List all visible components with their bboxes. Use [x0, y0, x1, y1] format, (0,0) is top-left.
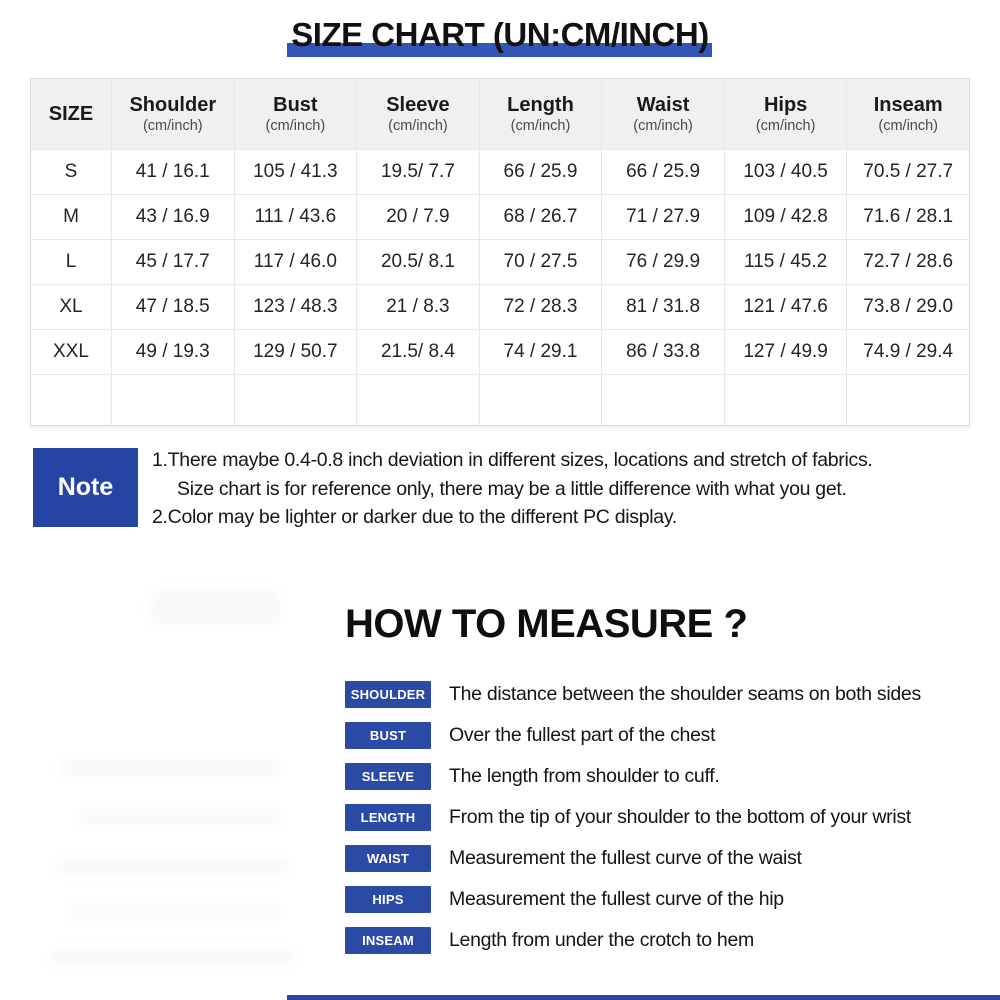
table-row-l — [31, 239, 969, 284]
value-cell: 70 / 27.5 — [479, 239, 602, 284]
measure-list — [345, 681, 985, 968]
value-cell: 70.5 / 27.7 — [846, 149, 969, 194]
measure-item-length — [345, 804, 985, 831]
measure-description: The length from shoulder to cuff. — [449, 765, 720, 787]
value-cell: 71 / 27.9 — [601, 194, 724, 239]
value-cell: 72.7 / 28.6 — [846, 239, 969, 284]
column-label: Sleeve — [386, 94, 450, 116]
note-badge — [33, 448, 138, 527]
size-table-body — [31, 149, 969, 425]
value-cell: 74.9 / 29.4 — [846, 329, 969, 374]
value-cell: 41 / 16.1 — [111, 149, 234, 194]
measure-label-badge: SLEEVE — [345, 763, 431, 790]
value-cell: 105 / 41.3 — [234, 149, 357, 194]
value-cell — [111, 374, 234, 425]
value-cell: 86 / 33.8 — [601, 329, 724, 374]
measure-description: From the tip of your shoulder to the bottom of your wrist — [449, 806, 911, 828]
value-cell — [234, 374, 357, 425]
value-cell — [724, 374, 847, 425]
value-cell: 71.6 / 28.1 — [846, 194, 969, 239]
title-section — [0, 0, 1000, 70]
note-badge-label: Note — [57, 473, 114, 501]
size-table — [30, 78, 970, 426]
measure-label-badge: HIPS — [345, 886, 431, 913]
value-cell: 123 / 48.3 — [234, 284, 357, 329]
column-label: Hips — [763, 94, 808, 116]
column-unit: (cm/inch) — [388, 118, 448, 134]
column-header-length — [479, 79, 602, 149]
measure-label-badge: SHOULDER — [345, 681, 431, 708]
measure-description: Measurement the fullest curve of the hip — [449, 888, 784, 910]
size-cell: M — [31, 194, 111, 239]
value-cell: 66 / 25.9 — [601, 149, 724, 194]
measure-description: The distance between the shoulder seams on both sides — [449, 683, 921, 705]
value-cell: 73.8 / 29.0 — [846, 284, 969, 329]
table-row-m — [31, 194, 969, 239]
value-cell: 117 / 46.0 — [234, 239, 357, 284]
table-row-xxl — [31, 329, 969, 374]
measure-label-badge: BUST — [345, 722, 431, 749]
table-row-empty — [31, 374, 969, 425]
page-title: SIZE CHART (UN:CM/INCH) — [291, 16, 709, 53]
table-row-xl — [31, 284, 969, 329]
column-unit: (cm/inch) — [265, 118, 326, 134]
value-cell: 103 / 40.5 — [724, 149, 847, 194]
note-line: 2.Color may be lighter or darker due to the different PC display. — [152, 506, 677, 528]
column-unit: (cm/inch) — [510, 118, 571, 134]
measure-label-badge: LENGTH — [345, 804, 431, 831]
value-cell: 66 / 25.9 — [479, 149, 602, 194]
how-to-measure-heading: HOW TO MEASURE ? — [345, 602, 748, 646]
measure-item-hips — [345, 886, 985, 913]
column-header-bust — [234, 79, 357, 149]
size-cell: L — [31, 239, 111, 284]
column-unit: (cm/inch) — [755, 118, 816, 134]
measure-description: Measurement the fullest curve of the waist — [449, 847, 802, 869]
value-cell: 74 / 29.1 — [479, 329, 602, 374]
column-header-shoulder — [111, 79, 234, 149]
column-label: Bust — [273, 94, 318, 116]
value-cell: 19.5/ 7.7 — [356, 149, 479, 194]
measure-description: Over the fullest part of the chest — [449, 724, 716, 746]
measure-description: Length from under the crotch to hem — [449, 929, 754, 951]
value-cell — [846, 374, 969, 425]
column-unit: (cm/inch) — [142, 118, 203, 134]
size-cell: S — [31, 149, 111, 194]
size-cell: XXL — [31, 329, 111, 374]
value-cell: 129 / 50.7 — [234, 329, 357, 374]
note-text — [152, 446, 987, 532]
value-cell: 20.5/ 8.1 — [356, 239, 479, 284]
value-cell: 81 / 31.8 — [601, 284, 724, 329]
value-cell: 43 / 16.9 — [111, 194, 234, 239]
value-cell: 127 / 49.9 — [724, 329, 847, 374]
value-cell: 111 / 43.6 — [234, 194, 357, 239]
measure-label-badge: WAIST — [345, 845, 431, 872]
column-header-size — [31, 79, 111, 149]
value-cell — [479, 374, 602, 425]
column-header-sleeve — [356, 79, 479, 149]
column-label: Shoulder — [129, 94, 217, 116]
value-cell: 109 / 42.8 — [724, 194, 847, 239]
value-cell: 68 / 26.7 — [479, 194, 602, 239]
measure-label-badge: INSEAM — [345, 927, 431, 954]
note-line: 1.There maybe 0.4-0.8 inch deviation in different sizes, locations and stretch of fabrics. — [152, 449, 873, 471]
column-label: SIZE — [48, 103, 94, 125]
measure-item-waist — [345, 845, 985, 872]
column-unit: (cm/inch) — [633, 118, 693, 134]
table-row-s — [31, 149, 969, 194]
column-label: Waist — [636, 94, 690, 116]
value-cell: 115 / 45.2 — [724, 239, 847, 284]
value-cell: 121 / 47.6 — [724, 284, 847, 329]
value-cell: 72 / 28.3 — [479, 284, 602, 329]
measure-item-shoulder — [345, 681, 985, 708]
value-cell: 21.5/ 8.4 — [356, 329, 479, 374]
measure-item-bust — [345, 722, 985, 749]
size-cell: XL — [31, 284, 111, 329]
size-cell — [31, 374, 111, 425]
column-unit: (cm/inch) — [878, 118, 939, 134]
value-cell: 20 / 7.9 — [356, 194, 479, 239]
column-header-waist — [601, 79, 724, 149]
column-header-hips — [724, 79, 847, 149]
value-cell: 21 / 8.3 — [356, 284, 479, 329]
faded-garment-watermark — [0, 560, 335, 990]
measure-item-inseam — [345, 927, 985, 954]
value-cell: 76 / 29.9 — [601, 239, 724, 284]
value-cell — [356, 374, 479, 425]
measure-item-sleeve — [345, 763, 985, 790]
size-table-header — [31, 79, 969, 149]
value-cell: 49 / 19.3 — [111, 329, 234, 374]
column-label: Length — [507, 94, 574, 116]
value-cell: 45 / 17.7 — [111, 239, 234, 284]
column-header-inseam — [846, 79, 969, 149]
bottom-accent-bar — [287, 995, 1000, 1000]
column-label: Inseam — [873, 94, 943, 116]
value-cell: 47 / 18.5 — [111, 284, 234, 329]
note-line: Size chart is for reference only, there may be a little difference with what you get. — [177, 477, 847, 500]
value-cell — [601, 374, 724, 425]
